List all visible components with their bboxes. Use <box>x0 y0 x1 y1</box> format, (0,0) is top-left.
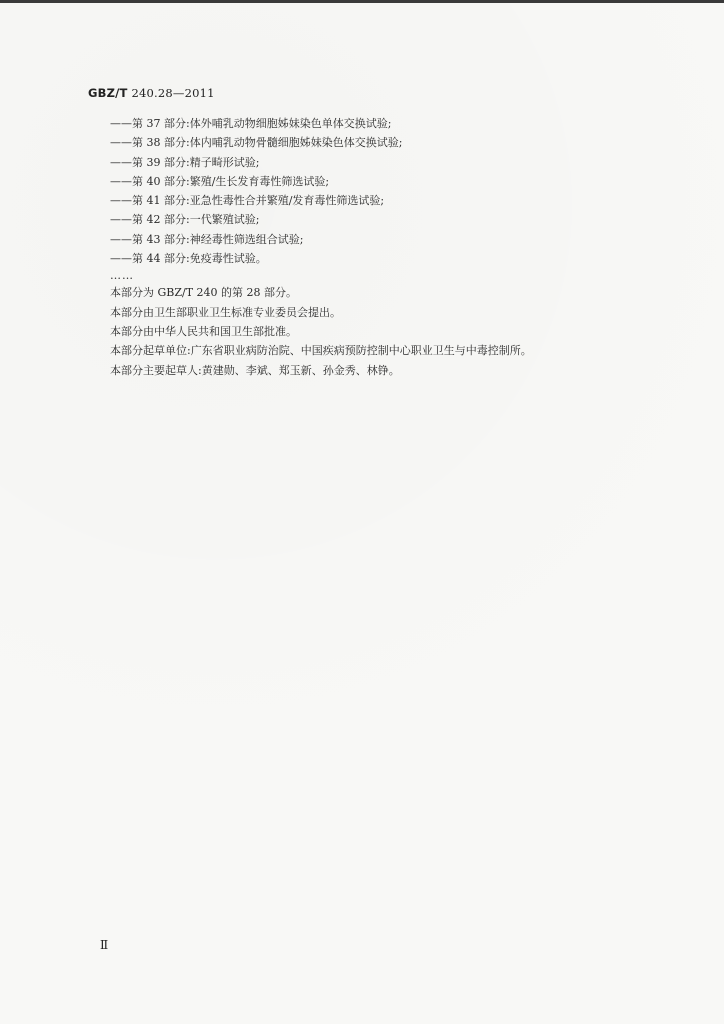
part-item-37: ——第 37 部分:体外哺乳动物细胞姊妹染色单体交换试验; <box>110 117 392 130</box>
standard-code: GBZ/T <box>88 86 128 100</box>
part-item-40: ——第 40 部分:繁殖/生长发育毒性筛选试验; <box>110 174 330 188</box>
statement-proposer: 本部分由卫生部职业卫生标准专业委员会提出。 <box>110 305 341 319</box>
part-item-41: ——第 41 部分:亚急性毒性合并繁殖/发育毒性筛选试验; <box>110 194 385 208</box>
list-ellipsis: …… <box>110 269 134 283</box>
part-item-38: ——第 38 部分:体内哺乳动物骨髓细胞姊妹染色体交换试验; <box>110 136 403 150</box>
document-header <box>88 86 215 100</box>
statement-part-number: 本部分为 GBZ/T 240 的第 28 部分。 <box>110 286 298 300</box>
document-body <box>110 114 670 380</box>
part-item-39: ——第 39 部分:精子畸形试验; <box>110 155 260 169</box>
part-item-44: ——第 44 部分:免疫毒性试验。 <box>110 252 267 266</box>
statement-drafters: 本部分主要起草人:黄建勋、李斌、郑玉新、孙金秀、林铮。 <box>110 363 400 377</box>
page-top-edge <box>0 0 724 3</box>
standard-number: 240.28—2011 <box>131 86 215 100</box>
page-number: Ⅱ <box>100 938 109 952</box>
part-item-42: ——第 42 部分:一代繁殖试验; <box>110 213 260 227</box>
statement-drafting-units: 本部分起草单位:广东省职业病防治院、中国疾病预防控制中心职业卫生与中毒控制所。 <box>110 344 532 358</box>
statement-approver: 本部分由中华人民共和国卫生部批准。 <box>110 324 297 338</box>
part-item-43: ——第 43 部分:神经毒性筛选组合试验; <box>110 232 304 246</box>
